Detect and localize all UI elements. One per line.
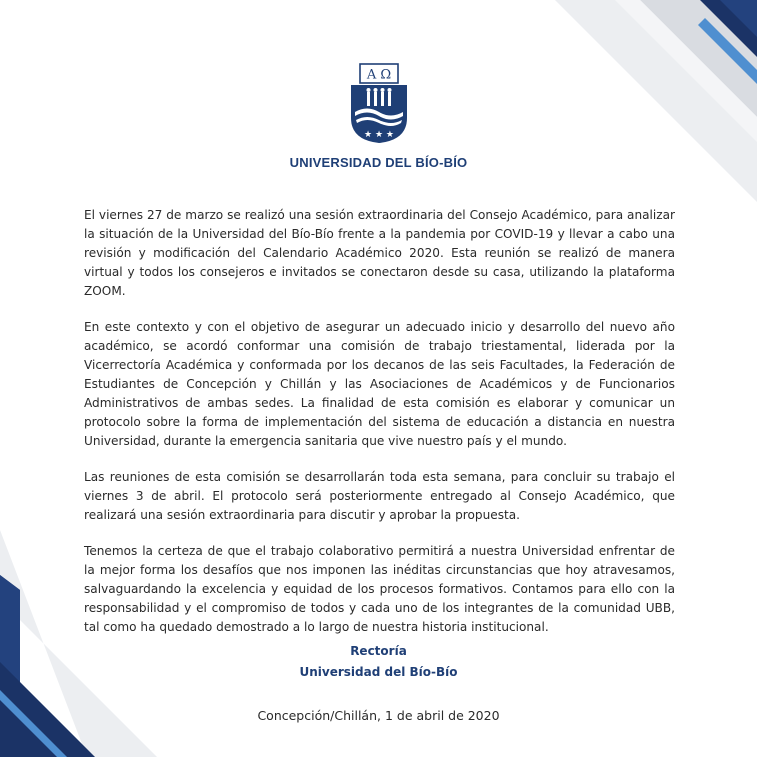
- paragraph: El viernes 27 de marzo se realizó una sesión extraordinaria del Consejo Académico, para analizar la situación de la Universidad del Bío-Bío frente a la pandemia por COVID-19 y llevar a cabo una revisión y modificación del Calendario Académico 2020. Esta reunión se realizó de manera virtual y todos los consejeros e invitados se conectaron desde su casa, utilizando la plataforma ZOOM.: [84, 208, 675, 298]
- signature-institution: Universidad del Bío-Bío: [299, 665, 458, 679]
- letter-body: [84, 206, 675, 654]
- svg-text:★ ★ ★: ★ ★ ★: [363, 130, 394, 140]
- signature-title: Rectoría: [350, 644, 407, 658]
- date-line: Concepción/Chillán, 1 de abril de 2020: [257, 708, 500, 723]
- shield-emblem-icon: [349, 62, 409, 144]
- paragraph: Las reuniones de esta comisión se desarrollarán toda esta semana, para concluir su trabajo el viernes 3 de abril. El protocolo será posteriormente entregado al Consejo Académico, que realizará una sesión extraordinaria para discutir y aprobar la propuesta.: [84, 470, 675, 522]
- university-logo: [0, 62, 757, 149]
- signature-block: [0, 641, 757, 683]
- paragraph: Tenemos la certeza de que el trabajo colaborativo permitirá a nuestra Universidad enfrentar de la mejor forma los desafíos que nos imponen las inéditas circunstancias que hoy atravesamos, salvaguardando la excelencia y equidad de los procesos formativos. Contamos para ello con la responsabilidad y el compromiso de todos y cada uno de los integrantes de la comunidad UBB, tal como ha quedado demostrado a lo largo de nuestra historia institucional.: [84, 544, 675, 634]
- paragraph: En este contexto y con el objetivo de asegurar un adecuado inicio y desarrollo del nuevo año académico, se acordó conformar una comisión de trabajo triestamental, liderada por la Vicerrectoría Académica y conformada por los decanos de las seis Facultades, la Federación de Estudiantes de Concepción y Chillán y las Asociaciones de Académicos y de Funcionarios Administrativos de ambas sedes. La finalidad de esta comisión es elaborar y comunicar un protocolo sobre la forma de implementación del sistema de educación a distancia en nuestra Universidad, durante la emergencia sanitaria que vive nuestro país y el mundo.: [84, 320, 675, 448]
- university-name: UNIVERSIDAD DEL BÍO-BÍO: [289, 155, 468, 170]
- logo-letters: A Ω: [366, 67, 391, 83]
